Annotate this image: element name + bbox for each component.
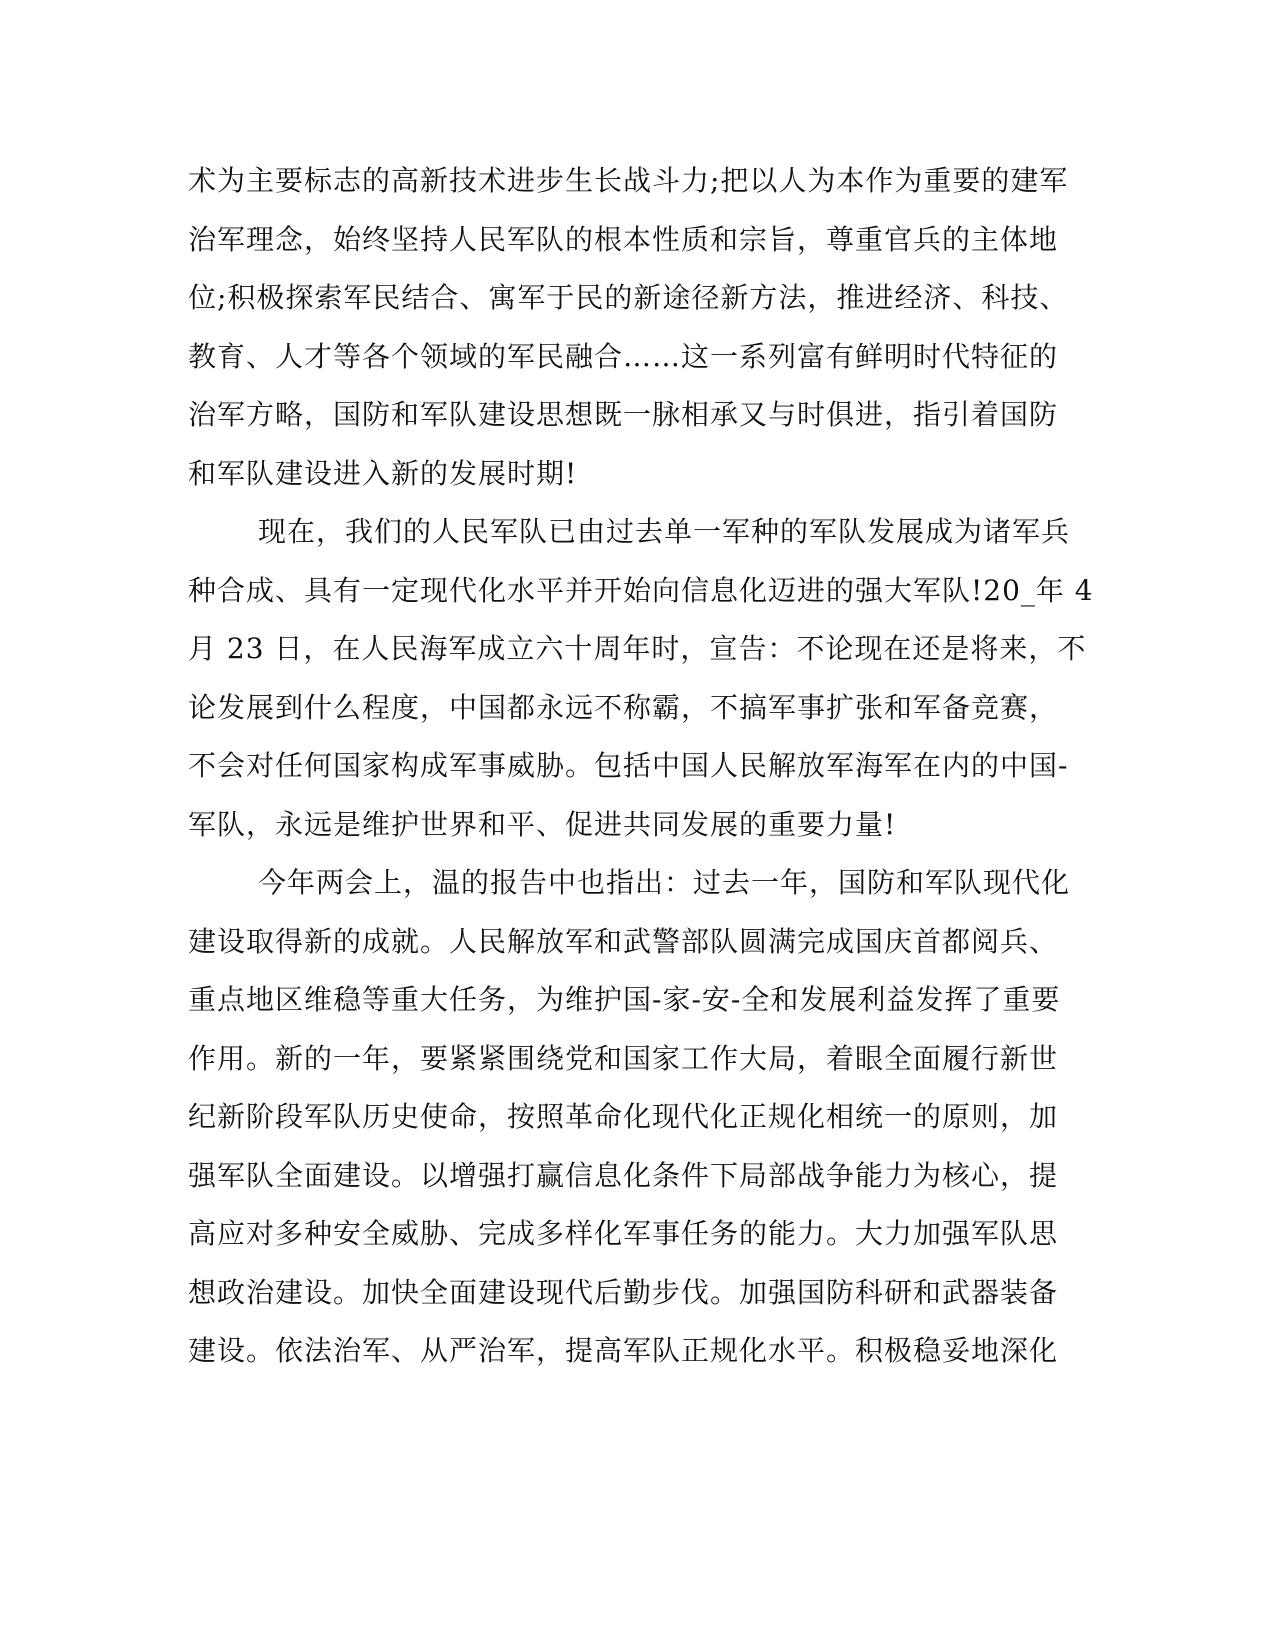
paragraph-3 [188,854,1071,1381]
text-line: 建设取得新的成就。人民解放军和武警部队圆满完成国庆首都阅兵、 [188,924,1059,958]
text-line: 高应对多种安全威胁、完成多样化军事任务的能力。大力加强军队思 [188,1217,1059,1250]
text-line: 强军队全面建设。以增强打赢信息化条件下局部战争能力为核心，提 [188,1158,1059,1192]
text-line: 位;积极探索军民结合、寓军于民的新途径新方法，推进经济、科技、 [188,281,1069,314]
paragraph-1 [188,152,1068,503]
text-line: 纪新阶段军队历史使命，按照革命化现代化正规化相统一的原则，加 [188,1100,1059,1133]
text-line: 重点地区维稳等重大任务，为维护国-家-安-全和发展利益发挥了重要 [188,983,1061,1016]
text-line: 和军队建设进入新的发展时期! [188,456,578,490]
text-line: 作用。新的一年，要紧紧围绕党和国家工作大局，着眼全面履行新世 [188,1041,1059,1075]
text-line: 月 23 日，在人民海军成立六十周年时，宣告：不论现在还是将来，不 [188,632,1087,665]
text-line: 治军理念，始终坚持人民军队的根本性质和宗旨，尊重官兵的主体地 [188,222,1059,256]
paragraph-2 [188,503,1094,854]
text-line: 治军方略，国防和军队建设思想既一脉相承又与时俱进，指引着国防 [188,398,1059,431]
text-line: 想政治建设。加快全面建设现代后勤步伐。加强国防科研和武器装备 [188,1275,1059,1309]
text-line: 建设。依法治军、从严治军，提高军队正规化水平。积极稳妥地深化 [188,1334,1059,1367]
text-line: 军队，永远是维护世界和平、促进共同发展的重要力量! [188,807,897,841]
text-line: 论发展到什么程度，中国都永远不称霸，不搞军事扩张和军备竞赛， [188,690,1059,724]
text-line: 术为主要标志的高新技术进步生长战斗力;把以人为本作为重要的建军 [188,164,1069,197]
text-line: 现在，我们的人民军队已由过去单一军种的军队发展成为诸军兵 [258,515,1071,548]
text-line: 种合成、具有一定现代化水平并开始向信息化迈进的强大军队!20_年 4 [188,573,1094,607]
body-text [188,152,1094,1381]
text-line: 教育、人才等各个领域的军民融合……这一系列富有鲜明时代特征的 [188,339,1059,373]
text-line: 今年两会上，温的报告中也指出：过去一年，国防和军队现代化 [258,866,1071,899]
text-line: 不会对任何国家构成军事威胁。包括中国人民解放军海军在内的中国- [188,749,1069,782]
